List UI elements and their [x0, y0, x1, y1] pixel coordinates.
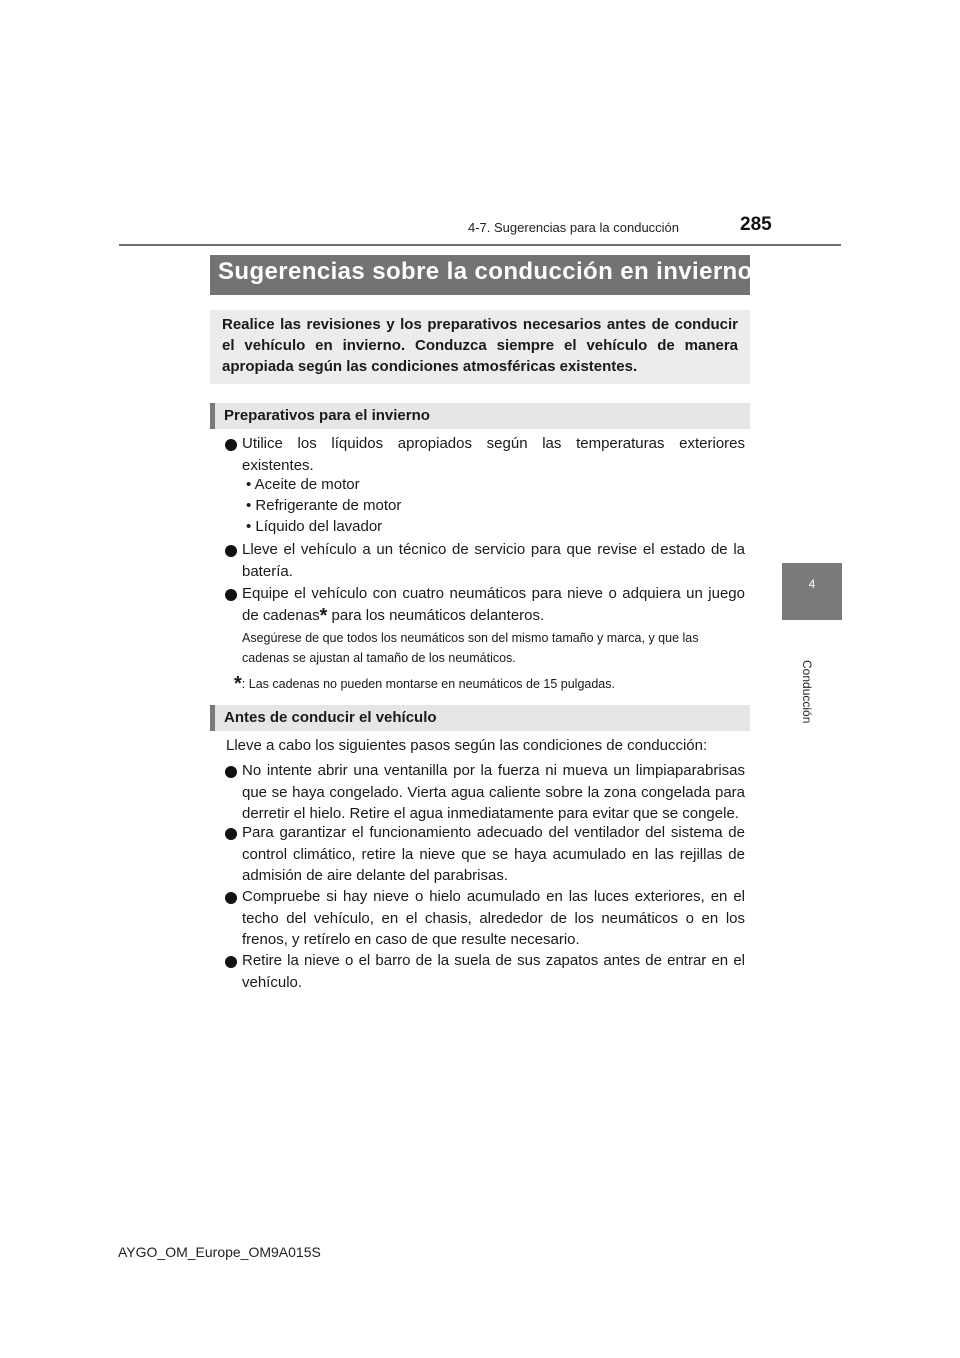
bullet-text: No intente abrir una ventanilla por la fuerza ni mueva un limpiaparabrisas que se haya congelado. Vierta agua caliente sobre la zona congelada para derretir el hielo. Retire el agua inmediatamente para evitar que se congele.	[242, 762, 745, 822]
bullet-text-part: Equipe el vehículo con cuatro neumáticos para nieve o adquiera un juego de cadenas	[242, 585, 745, 624]
page-number: 285	[740, 214, 772, 235]
list-item: • Aceite de motor	[246, 476, 360, 493]
bullet-text	[242, 583, 745, 627]
section-heading: Antes de conducir el vehículo	[224, 709, 437, 726]
bullet-text: Lleve el vehículo a un técnico de servicio para que revise el estado de la batería.	[242, 541, 745, 580]
header-divider	[119, 244, 841, 246]
footnote-text: : Las cadenas no pueden montarse en neumáticos de 15 pulgadas.	[241, 677, 615, 691]
bullet-icon	[225, 956, 237, 968]
bullet-icon	[225, 892, 237, 904]
note-text: Asegúrese de que todos los neumáticos son del mismo tamaño y marca, y que las cadenas se ajustan al tamaño de los neumáticos.	[242, 631, 699, 665]
bullet-icon	[225, 545, 237, 557]
section-heading: Preparativos para el invierno	[224, 407, 430, 424]
bullet-icon	[225, 589, 237, 601]
bullet-text: Utilice los líquidos apropiados según las temperaturas exteriores existentes.	[242, 435, 745, 474]
bullet-icon	[225, 439, 237, 451]
page-title: Sugerencias sobre la conducción en invierno	[218, 258, 753, 285]
bullet-text: Retire la nieve o el barro de la suela de sus zapatos antes de entrar en el vehículo.	[242, 952, 745, 991]
lead-text: Lleve a cabo los siguientes pasos según las condiciones de conducción:	[226, 737, 708, 754]
list-item: • Líquido del lavador	[246, 518, 383, 535]
chapter-number: 4	[808, 577, 816, 591]
document-code: AYGO_OM_Europe_OM9A015S	[118, 1244, 321, 1260]
bullet-icon	[225, 828, 237, 840]
intro-text: Realice las revisiones y los preparativos necesarios antes de conducir el vehículo en invierno. Conduzca siempre el vehículo de manera apropiada según las condiciones atmosféricas existentes.	[222, 316, 738, 375]
asterisk-mark: *	[234, 673, 242, 695]
chapter-tab	[782, 563, 842, 620]
bullet-icon	[225, 766, 237, 778]
bullet-text: Compruebe si hay nieve o hielo acumulado en las luces exteriores, en el techo del vehículo, en el chasis, alrededor de los neumáticos o en los frenos, y retírelo en caso de que resulte necesario.	[242, 888, 745, 948]
section-reference: 4-7. Sugerencias para la conducción	[468, 220, 680, 235]
bullet-text-part: para los neumáticos delanteros.	[327, 606, 545, 624]
list-item: • Refrigerante de motor	[246, 497, 402, 514]
bullet-text: Para garantizar el funcionamiento adecuado del ventilador del sistema de control climático, retire la nieve que se haya acumulado en las rejillas de admisión de aire delante del parabrisas.	[242, 824, 745, 884]
footnote	[234, 673, 615, 696]
asterisk-mark: *	[319, 604, 328, 627]
chapter-name: Conducción	[800, 660, 814, 724]
